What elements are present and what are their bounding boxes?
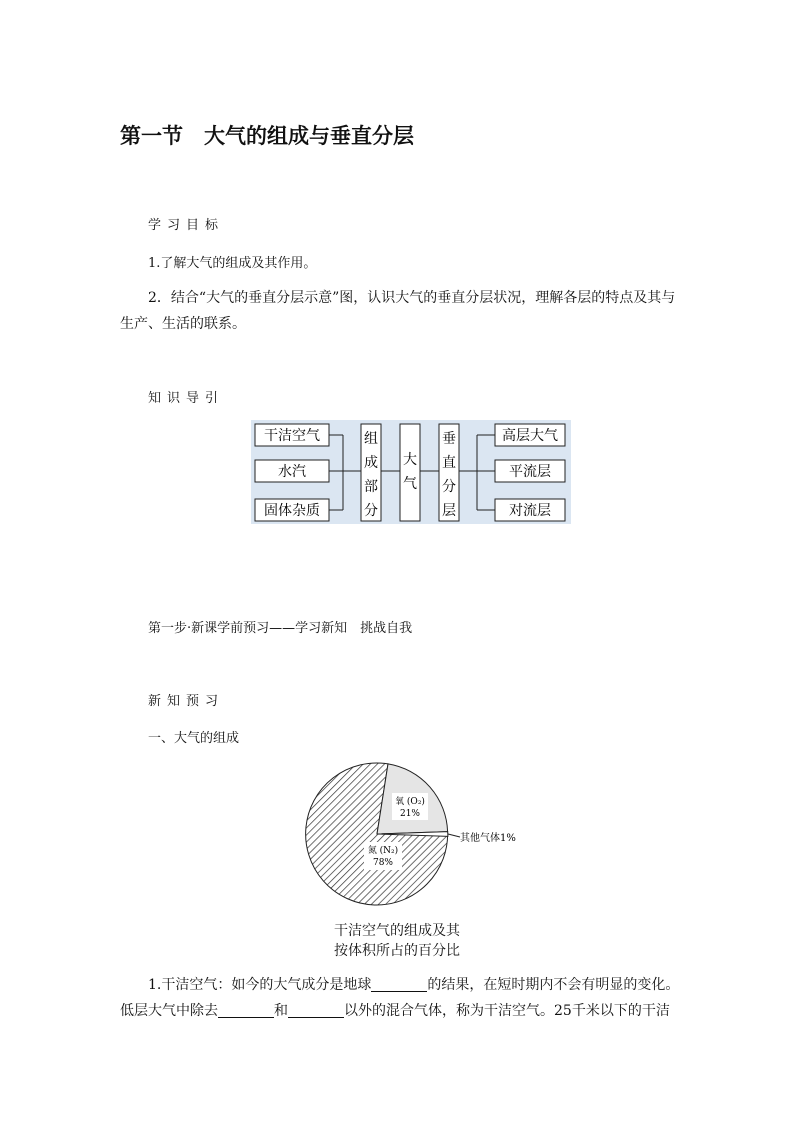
left-item-2: 固体杂质 <box>264 503 320 519</box>
para-text-3: 和 <box>274 1003 288 1019</box>
right-item-2: 对流层 <box>509 503 551 519</box>
layer-text-char: 层 <box>442 503 456 519</box>
objective-2: 2．结合“大气的垂直分层示意”图，认识大气的垂直分层状况，理解各层的特点及其与生产、生活的联系。 <box>120 290 676 332</box>
objectives-heading: 学习目标 <box>148 218 225 233</box>
left-item-1: 水汽 <box>278 464 306 480</box>
box-atmosphere <box>400 424 420 521</box>
other-label: 其他气体1% <box>460 833 516 844</box>
fill-blank-3[interactable] <box>288 1001 344 1018</box>
composition-subheading: 一、大气的组成 <box>148 731 240 746</box>
right-item-0: 高层大气 <box>502 428 558 444</box>
fill-blank-1[interactable] <box>371 975 427 992</box>
center-text-char: 大 <box>403 452 417 468</box>
para-text-1: 1.干洁空气：如今的大气成分是地球 <box>148 977 372 993</box>
layer-text-char: 垂 <box>442 431 456 447</box>
page-title: 第一节 大气的组成与垂直分层 <box>120 124 414 148</box>
layer-text-char: 直 <box>442 455 456 471</box>
oxygen-pct: 21% <box>399 809 421 819</box>
objective-1: 1.了解大气的组成及其作用。 <box>148 256 317 271</box>
dry-air-pie-chart <box>300 756 540 916</box>
pie-caption <box>277 921 517 961</box>
pie-caption-line2: 按体积所占的百分比 <box>334 943 460 959</box>
comp-text-char: 成 <box>364 455 378 471</box>
left-item-0: 干洁空气 <box>264 428 320 444</box>
other-leader-line <box>448 834 460 837</box>
comp-text-char: 组 <box>364 431 378 447</box>
comp-text-char: 部 <box>364 479 378 495</box>
guide-heading: 知识导引 <box>148 391 225 406</box>
step1-heading: 第一步·新课学前预习——学习新知 挑战自我 <box>148 621 413 636</box>
nitrogen-pct: 78% <box>372 858 394 868</box>
preview-heading: 新知预习 <box>148 694 225 709</box>
para-text-4: 以外的混合气体，称为干洁空气。25千米以下的干洁 <box>344 1003 670 1019</box>
right-item-1: 平流层 <box>509 464 551 480</box>
layer-text-char: 分 <box>442 479 456 495</box>
dry-air-paragraph <box>120 972 680 1024</box>
nitrogen-label: 氮 (N₂) <box>367 846 399 856</box>
comp-text-char: 分 <box>364 503 378 519</box>
center-text-char: 气 <box>403 476 417 492</box>
oxygen-label: 氧 (O₂) <box>395 797 425 807</box>
fill-blank-2[interactable] <box>218 1001 274 1018</box>
para-text-2: 的结果，在短时期内不会有明显的变化。低层大气中除去 <box>120 977 680 1019</box>
knowledge-diagram <box>251 420 571 526</box>
pie-caption-line1: 干洁空气的组成及其 <box>334 923 460 939</box>
